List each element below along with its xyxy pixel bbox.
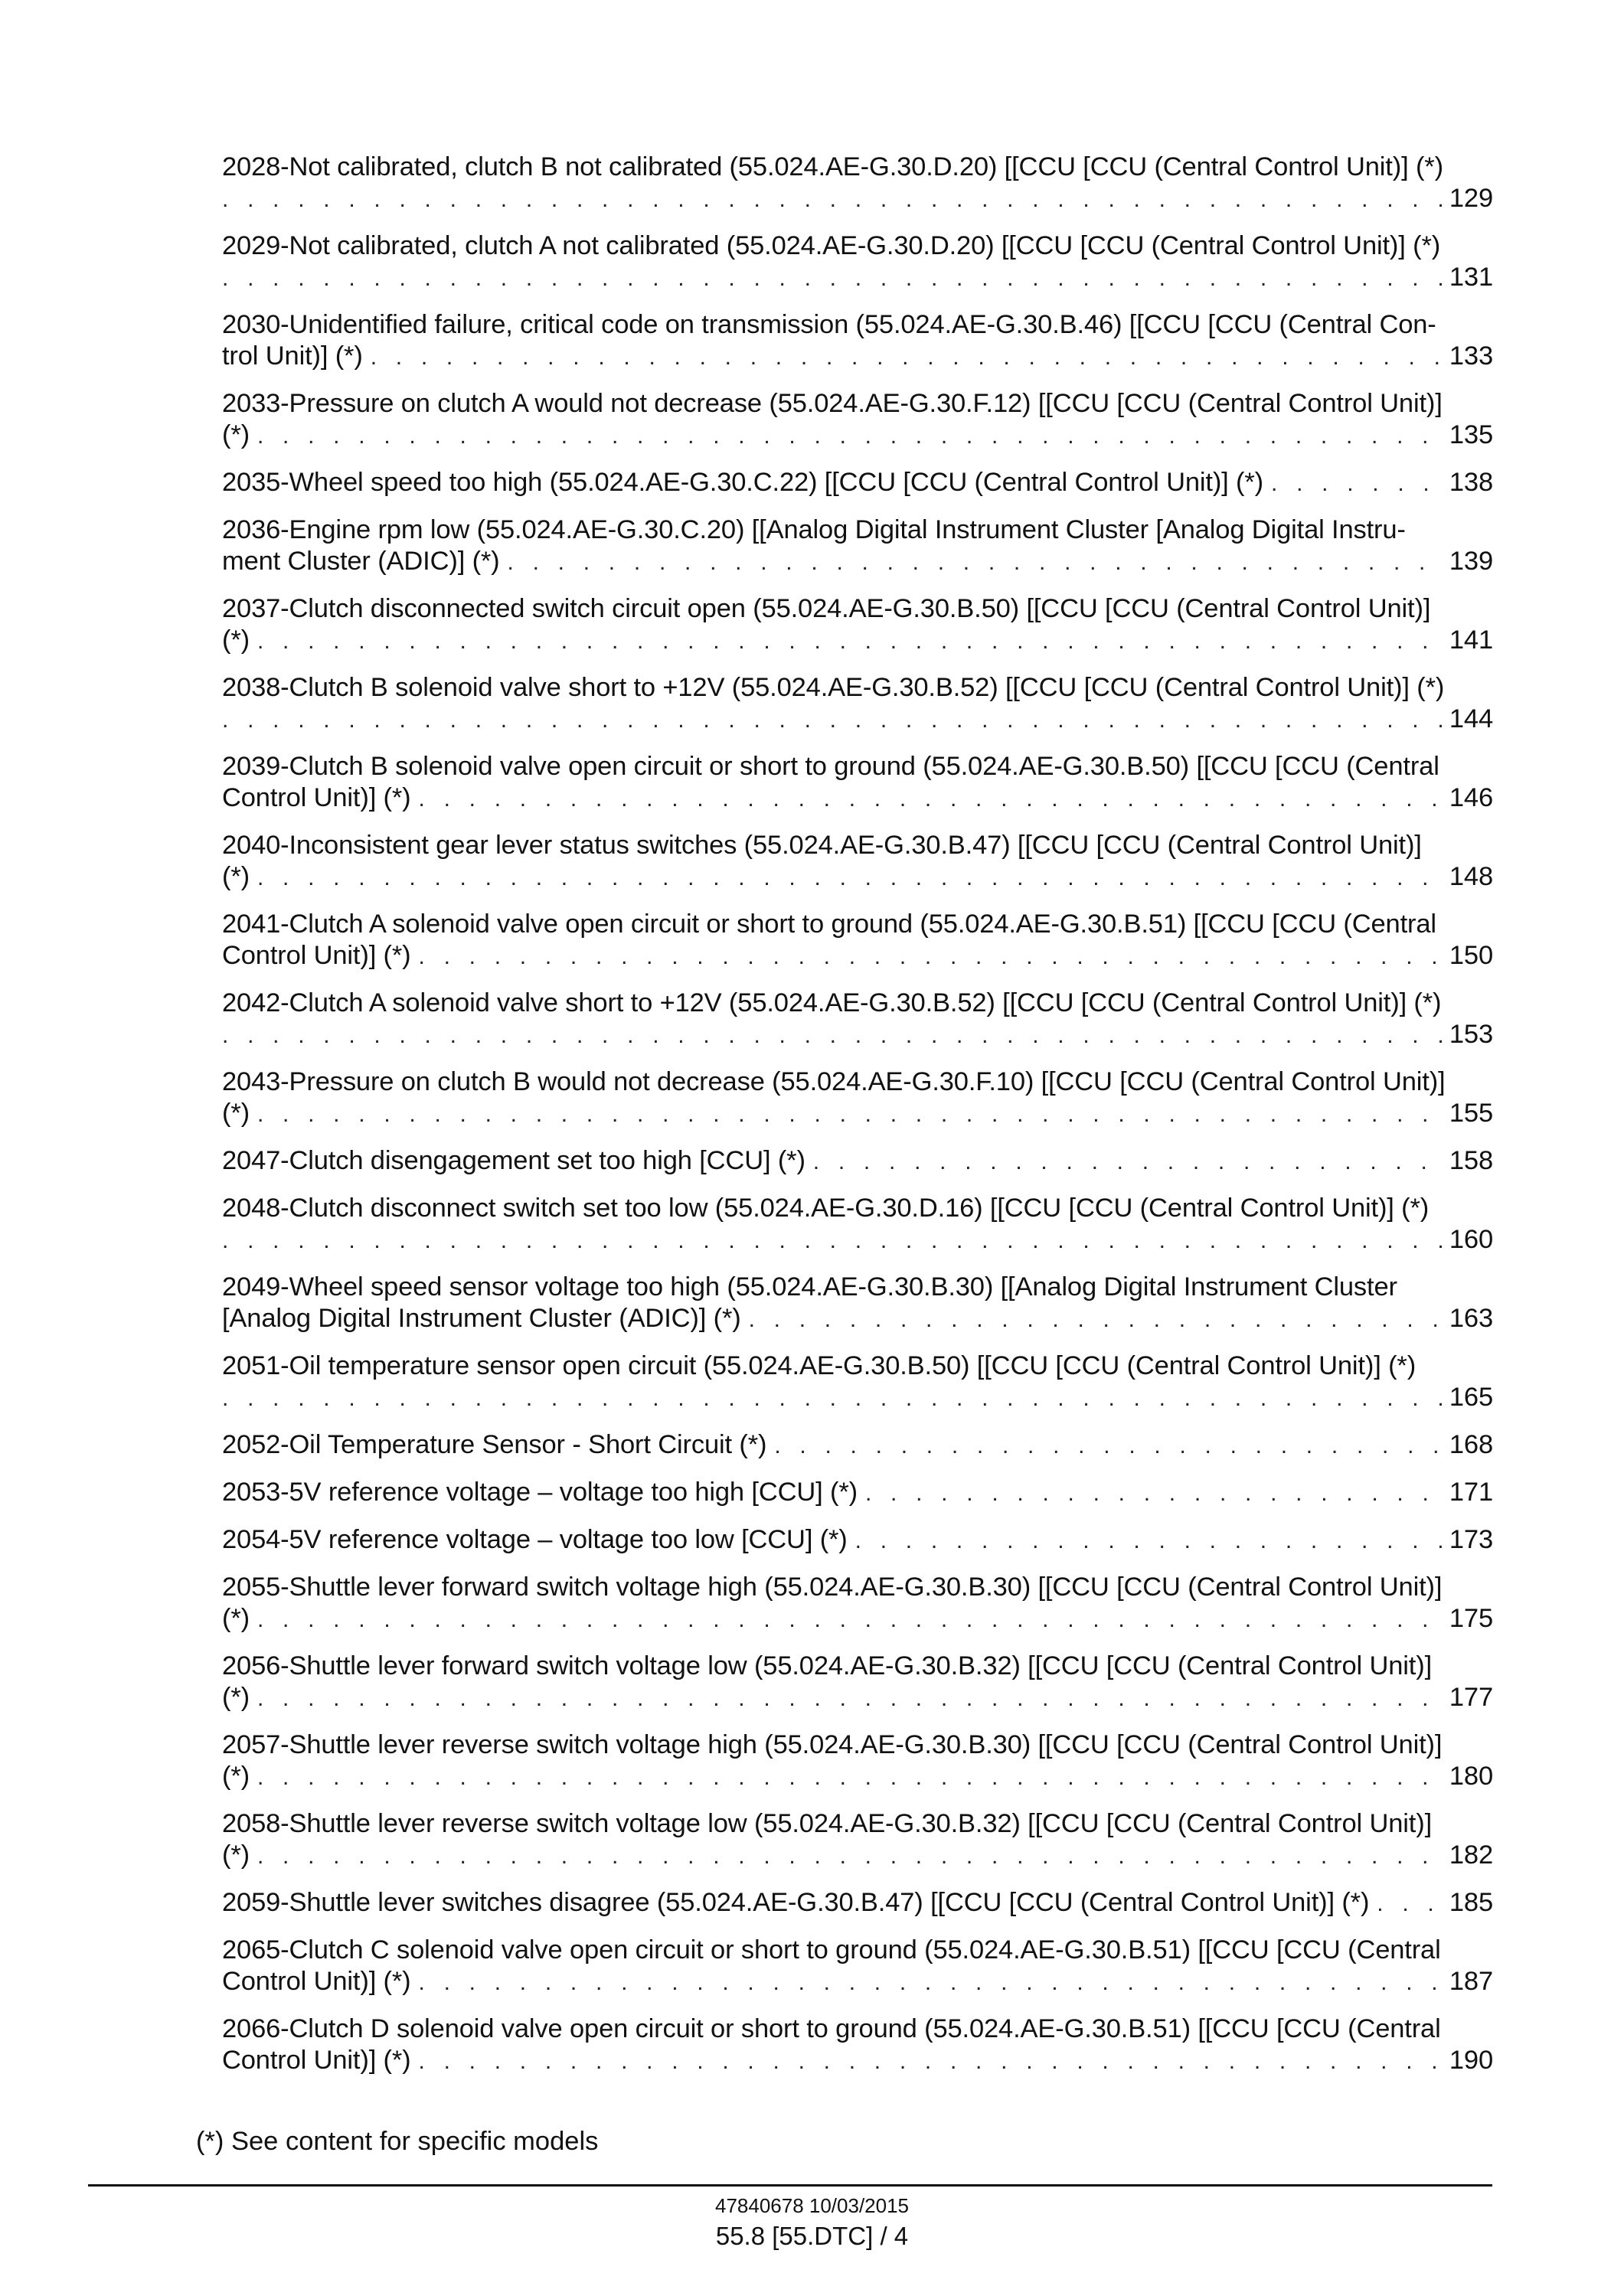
dot-leader (419, 2046, 1442, 2077)
toc-entry-leader-line (222, 1840, 1493, 1872)
toc-entry-text: Control Unit)] (*) (222, 783, 411, 812)
toc-entry-text: Control Unit)] (*) (222, 941, 411, 970)
dot-leader (222, 1020, 1442, 1051)
toc-entry-title: 2037-Clutch disconnected switch circuit open (55.024.AE-G.30.B.50) [[CCU [CCU (Central Control Unit)] (222, 594, 1431, 623)
toc-entry[interactable] (222, 1272, 1493, 1335)
toc-entry-page-number[interactable]: 131 (1449, 263, 1493, 292)
toc-entry-text: (*) (222, 1099, 250, 1128)
toc-entry[interactable] (222, 988, 1493, 1051)
toc-entry-title: 2049-Wheel speed sensor voltage too high (55.024.AE-G.30.B.30) [[Analog Digital Instrument Cluster (222, 1272, 1397, 1302)
toc-entry-leader-line (222, 1524, 1493, 1556)
toc-entry[interactable] (222, 830, 1493, 893)
toc-entry-title: 2057-Shuttle lever reverse switch voltage high (55.024.AE-G.30.B.30) [[CCU [CCU (Central Control Unit)] (222, 1730, 1443, 1759)
toc-entry[interactable] (222, 909, 1493, 972)
toc-entry-title: 2065-Clutch C solenoid valve open circuit or short to ground (55.024.AE-G.30.B.51) [[CCU [CCU (Central (222, 1935, 1441, 1965)
toc-entry-page-number[interactable]: 146 (1449, 783, 1493, 812)
footer-divider (88, 2184, 1492, 2187)
dot-leader (855, 1525, 1442, 1556)
toc-entry-leader-line (222, 861, 1493, 893)
toc-entry-leader-line (222, 341, 1493, 373)
toc-entry-text: Control Unit)] (*) (222, 1967, 411, 1996)
toc-entry-title: 2048-Clutch disconnect switch set too low (55.024.AE-G.30.D.16) [[CCU [CCU (Central Control Unit)] (*) (222, 1194, 1430, 1223)
toc-entry-page-number[interactable]: 177 (1449, 1683, 1493, 1712)
dot-leader (222, 1225, 1442, 1256)
dot-leader (222, 184, 1442, 215)
toc-entry-text: (*) (222, 1762, 250, 1791)
toc-entry[interactable] (222, 1935, 1493, 1998)
toc-entry-page-number[interactable]: 144 (1449, 704, 1493, 733)
toc-entry[interactable] (222, 1808, 1493, 1872)
toc-entry-title: 2040-Inconsistent gear lever status switches (55.024.AE-G.30.B.47) [[CCU [CCU (Central Control Unit)] (222, 831, 1422, 860)
toc-entry-title: 2041-Clutch A solenoid valve open circuit or short to ground (55.024.AE-G.30.B.51) [[CCU [CCU (Central (222, 910, 1436, 939)
toc-entry[interactable] (222, 751, 1493, 815)
toc-entry-leader-line (222, 420, 1493, 452)
toc-entry-page-number[interactable]: 153 (1449, 1020, 1493, 1049)
toc-entry-text: (*) (222, 1604, 250, 1633)
toc-entry[interactable] (222, 593, 1493, 657)
toc-entry-leader-line (222, 782, 1493, 815)
dot-leader (257, 420, 1442, 452)
toc-entry-text: (*) (222, 1683, 250, 1712)
dot-leader (774, 1430, 1442, 1462)
toc-entry[interactable] (222, 152, 1493, 215)
toc-entry-leader-line (222, 183, 1493, 215)
toc-entry-leader-line (222, 1682, 1493, 1714)
page-number: 55.8 [55.DTC] / 4 (715, 2222, 909, 2250)
toc-entry-text: 2054-5V reference voltage – voltage too low [CCU] (*) (222, 1525, 848, 1554)
toc-entry[interactable] (222, 1145, 1493, 1177)
toc-entry-leader-line (222, 1098, 1493, 1130)
toc-entry-page-number[interactable]: 139 (1449, 547, 1493, 576)
dot-leader (222, 263, 1442, 294)
toc-entry-leader-line (222, 940, 1493, 972)
toc-entry-leader-line (222, 625, 1493, 657)
toc-entry[interactable] (222, 1572, 1493, 1635)
dot-leader (419, 941, 1442, 972)
dot-leader (749, 1304, 1442, 1335)
toc-entry-page-number[interactable]: 180 (1449, 1762, 1493, 1791)
toc-entry-leader-line (222, 1761, 1493, 1793)
toc-entry[interactable] (222, 672, 1493, 736)
toc-entry[interactable] (222, 1477, 1493, 1509)
toc-entry-page-number[interactable]: 135 (1449, 420, 1493, 449)
dot-leader (257, 1762, 1442, 1793)
toc-entry[interactable] (222, 388, 1493, 452)
toc-entry-page-number[interactable]: 133 (1449, 341, 1493, 371)
toc-entry-text: (*) (222, 1840, 250, 1870)
dot-leader (419, 1967, 1442, 1998)
toc-entry-leader-line (222, 1887, 1493, 1919)
toc-entry-page-number[interactable]: 141 (1449, 625, 1493, 655)
toc-entry[interactable] (222, 1066, 1493, 1130)
toc-entry[interactable] (222, 309, 1493, 373)
toc-entry-leader-line (222, 1382, 1493, 1414)
dot-leader (257, 625, 1442, 657)
toc-entry-leader-line (222, 1145, 1493, 1177)
toc-entry-leader-line (222, 1603, 1493, 1635)
document-id: 47840678 10/03/2015 (714, 2194, 910, 2217)
toc-entry-page-number[interactable]: 175 (1449, 1604, 1493, 1633)
toc-entry-page-number[interactable]: 163 (1449, 1304, 1493, 1333)
toc-entry[interactable] (222, 1651, 1493, 1714)
toc-entry-text: (*) (222, 862, 250, 891)
toc-entry-title: 2042-Clutch A solenoid valve short to +12V (55.024.AE-G.30.B.52) [[CCU [CCU (Central Control Unit)] (*) (222, 988, 1442, 1017)
toc-entry-page-number[interactable]: 129 (1449, 184, 1493, 213)
dot-leader (1377, 1888, 1442, 1919)
toc-entry-page-number[interactable]: 138 (1449, 468, 1493, 497)
dot-leader (371, 341, 1442, 373)
toc-entry-title: 2058-Shuttle lever reverse switch voltage low (55.024.AE-G.30.B.32) [[CCU [CCU (Central Control Unit)] (222, 1809, 1433, 1838)
toc-entry-text: 2052-Oil Temperature Sensor - Short Circuit (*) (222, 1430, 767, 1459)
dot-leader (222, 1383, 1442, 1414)
toc-entry-page-number[interactable]: 155 (1449, 1099, 1493, 1128)
toc-entry-page-number[interactable]: 148 (1449, 862, 1493, 891)
toc-entry-page-number[interactable]: 190 (1449, 2046, 1493, 2075)
toc-entry-text: 2047-Clutch disengagement set too high [CCU] (*) (222, 1146, 805, 1175)
toc-entry-title: 2039-Clutch B solenoid valve open circuit or short to ground (55.024.AE-G.30.B.50) [[CCU [CCU (Central (222, 752, 1439, 781)
toc-entry-title: 2051-Oil temperature sensor open circuit (55.024.AE-G.30.B.50) [[CCU [CCU (Central Control Unit)] (*) (222, 1351, 1417, 1380)
toc-entry-title: 2066-Clutch D solenoid valve open circuit or short to ground (55.024.AE-G.30.B.51) [[CCU [CCU (Central (222, 2014, 1441, 2043)
dot-leader (508, 547, 1442, 578)
dot-leader (257, 1099, 1442, 1130)
toc-entry-leader-line (222, 2045, 1493, 2077)
toc-entry-leader-line (222, 467, 1493, 499)
toc-entry-leader-line (222, 1477, 1493, 1509)
toc-entry-title: 2043-Pressure on clutch B would not decrease (55.024.AE-G.30.F.10) [[CCU [CCU (Central Control Unit)] (222, 1067, 1446, 1096)
dot-leader (865, 1478, 1442, 1509)
toc-entry-page-number[interactable]: 150 (1449, 941, 1493, 970)
toc-entry-page-number[interactable]: 160 (1449, 1225, 1493, 1254)
dot-leader (1271, 468, 1442, 499)
toc-entry[interactable] (222, 230, 1493, 294)
dot-leader (419, 783, 1442, 815)
toc-entry-leader-line (222, 1224, 1493, 1256)
toc-entry-title: 2029-Not calibrated, clutch A not calibrated (55.024.AE-G.30.D.20) [[CCU [CCU (Central Control Unit)] (*) (222, 231, 1441, 260)
toc-entry-leader-line (222, 1966, 1493, 1998)
toc-entry-title: 2038-Clutch B solenoid valve short to +12V (55.024.AE-G.30.B.52) [[CCU [CCU (Central Control Unit)] (*) (222, 673, 1445, 702)
toc-entry[interactable] (222, 1429, 1493, 1462)
toc-entry-text: ment Cluster (ADIC)] (*) (222, 547, 500, 576)
toc-entry[interactable] (222, 1350, 1493, 1414)
toc-entry-page-number[interactable]: 171 (1449, 1478, 1493, 1507)
toc-entry-leader-line (222, 704, 1493, 736)
toc-entry-page-number[interactable]: 187 (1449, 1967, 1493, 1996)
toc-entry-text: [Analog Digital Instrument Cluster (ADIC)] (*) (222, 1304, 741, 1333)
dot-leader (257, 1683, 1442, 1714)
toc-entry-text: (*) (222, 420, 250, 449)
toc-entry-title: 2036-Engine rpm low (55.024.AE-G.30.C.20) [[Analog Digital Instrument Cluster [Analog Digital Instru- (222, 515, 1406, 544)
dot-leader (222, 704, 1442, 736)
dot-leader (257, 1840, 1442, 1872)
toc-entry[interactable] (222, 514, 1493, 578)
toc-entry[interactable] (222, 1524, 1493, 1556)
toc-entry[interactable] (222, 2013, 1493, 2077)
dot-leader (257, 1604, 1442, 1635)
toc-entry-text: 2053-5V reference voltage – voltage too high [CCU] (*) (222, 1478, 858, 1507)
toc-entry-title: 2056-Shuttle lever forward switch voltage low (55.024.AE-G.30.B.32) [[CCU [CCU (Central Control Unit)] (222, 1651, 1433, 1680)
toc-entry-leader-line (222, 1303, 1493, 1335)
toc-entry[interactable] (222, 1887, 1493, 1919)
toc-entry-leader-line (222, 1429, 1493, 1462)
toc-entry-leader-line (222, 1019, 1493, 1051)
toc-entry[interactable] (222, 1193, 1493, 1256)
toc-entry-page-number[interactable]: 185 (1449, 1888, 1493, 1917)
toc-entry-title: 2028-Not calibrated, clutch B not calibrated (55.024.AE-G.30.D.20) [[CCU [CCU (Central Control Unit)] (*) (222, 152, 1443, 181)
toc-entry-page-number[interactable]: 158 (1449, 1146, 1493, 1175)
toc-entry[interactable] (222, 1729, 1493, 1793)
toc-entry-text: 2059-Shuttle lever switches disagree (55.024.AE-G.30.B.47) [[CCU [CCU (Central Control Unit)] (*) (222, 1888, 1370, 1917)
toc-entry[interactable] (222, 467, 1493, 499)
toc-entry-leader-line (222, 546, 1493, 578)
toc-entry-leader-line (222, 262, 1493, 294)
footnote: (*) See content for specific models (196, 2127, 599, 2156)
toc-entry-title: 2033-Pressure on clutch A would not decrease (55.024.AE-G.30.F.12) [[CCU [CCU (Central Control Unit)] (222, 389, 1443, 418)
toc-entry-page-number[interactable]: 165 (1449, 1383, 1493, 1412)
toc-entry-text: 2035-Wheel speed too high (55.024.AE-G.30.C.22) [[CCU [CCU (Central Control Unit)] (*) (222, 468, 1264, 497)
toc-entry-text: trol Unit)] (*) (222, 341, 363, 371)
toc-entry-text: Control Unit)] (*) (222, 2046, 411, 2075)
toc-entry-page-number[interactable]: 168 (1449, 1430, 1493, 1459)
toc-entry-text: (*) (222, 625, 250, 655)
toc-entry-page-number[interactable]: 173 (1449, 1525, 1493, 1554)
toc-entry-title: 2030-Unidentified failure, critical code on transmission (55.024.AE-G.30.B.46) [[CCU [CCU (Central Con- (222, 310, 1436, 339)
toc-entry-title: 2055-Shuttle lever forward switch voltage high (55.024.AE-G.30.B.30) [[CCU [CCU (Central Control Unit)] (222, 1573, 1443, 1602)
dot-leader (257, 862, 1442, 893)
toc-entry-page-number[interactable]: 182 (1449, 1840, 1493, 1870)
table-of-contents (222, 152, 1493, 2092)
dot-leader (813, 1146, 1442, 1177)
